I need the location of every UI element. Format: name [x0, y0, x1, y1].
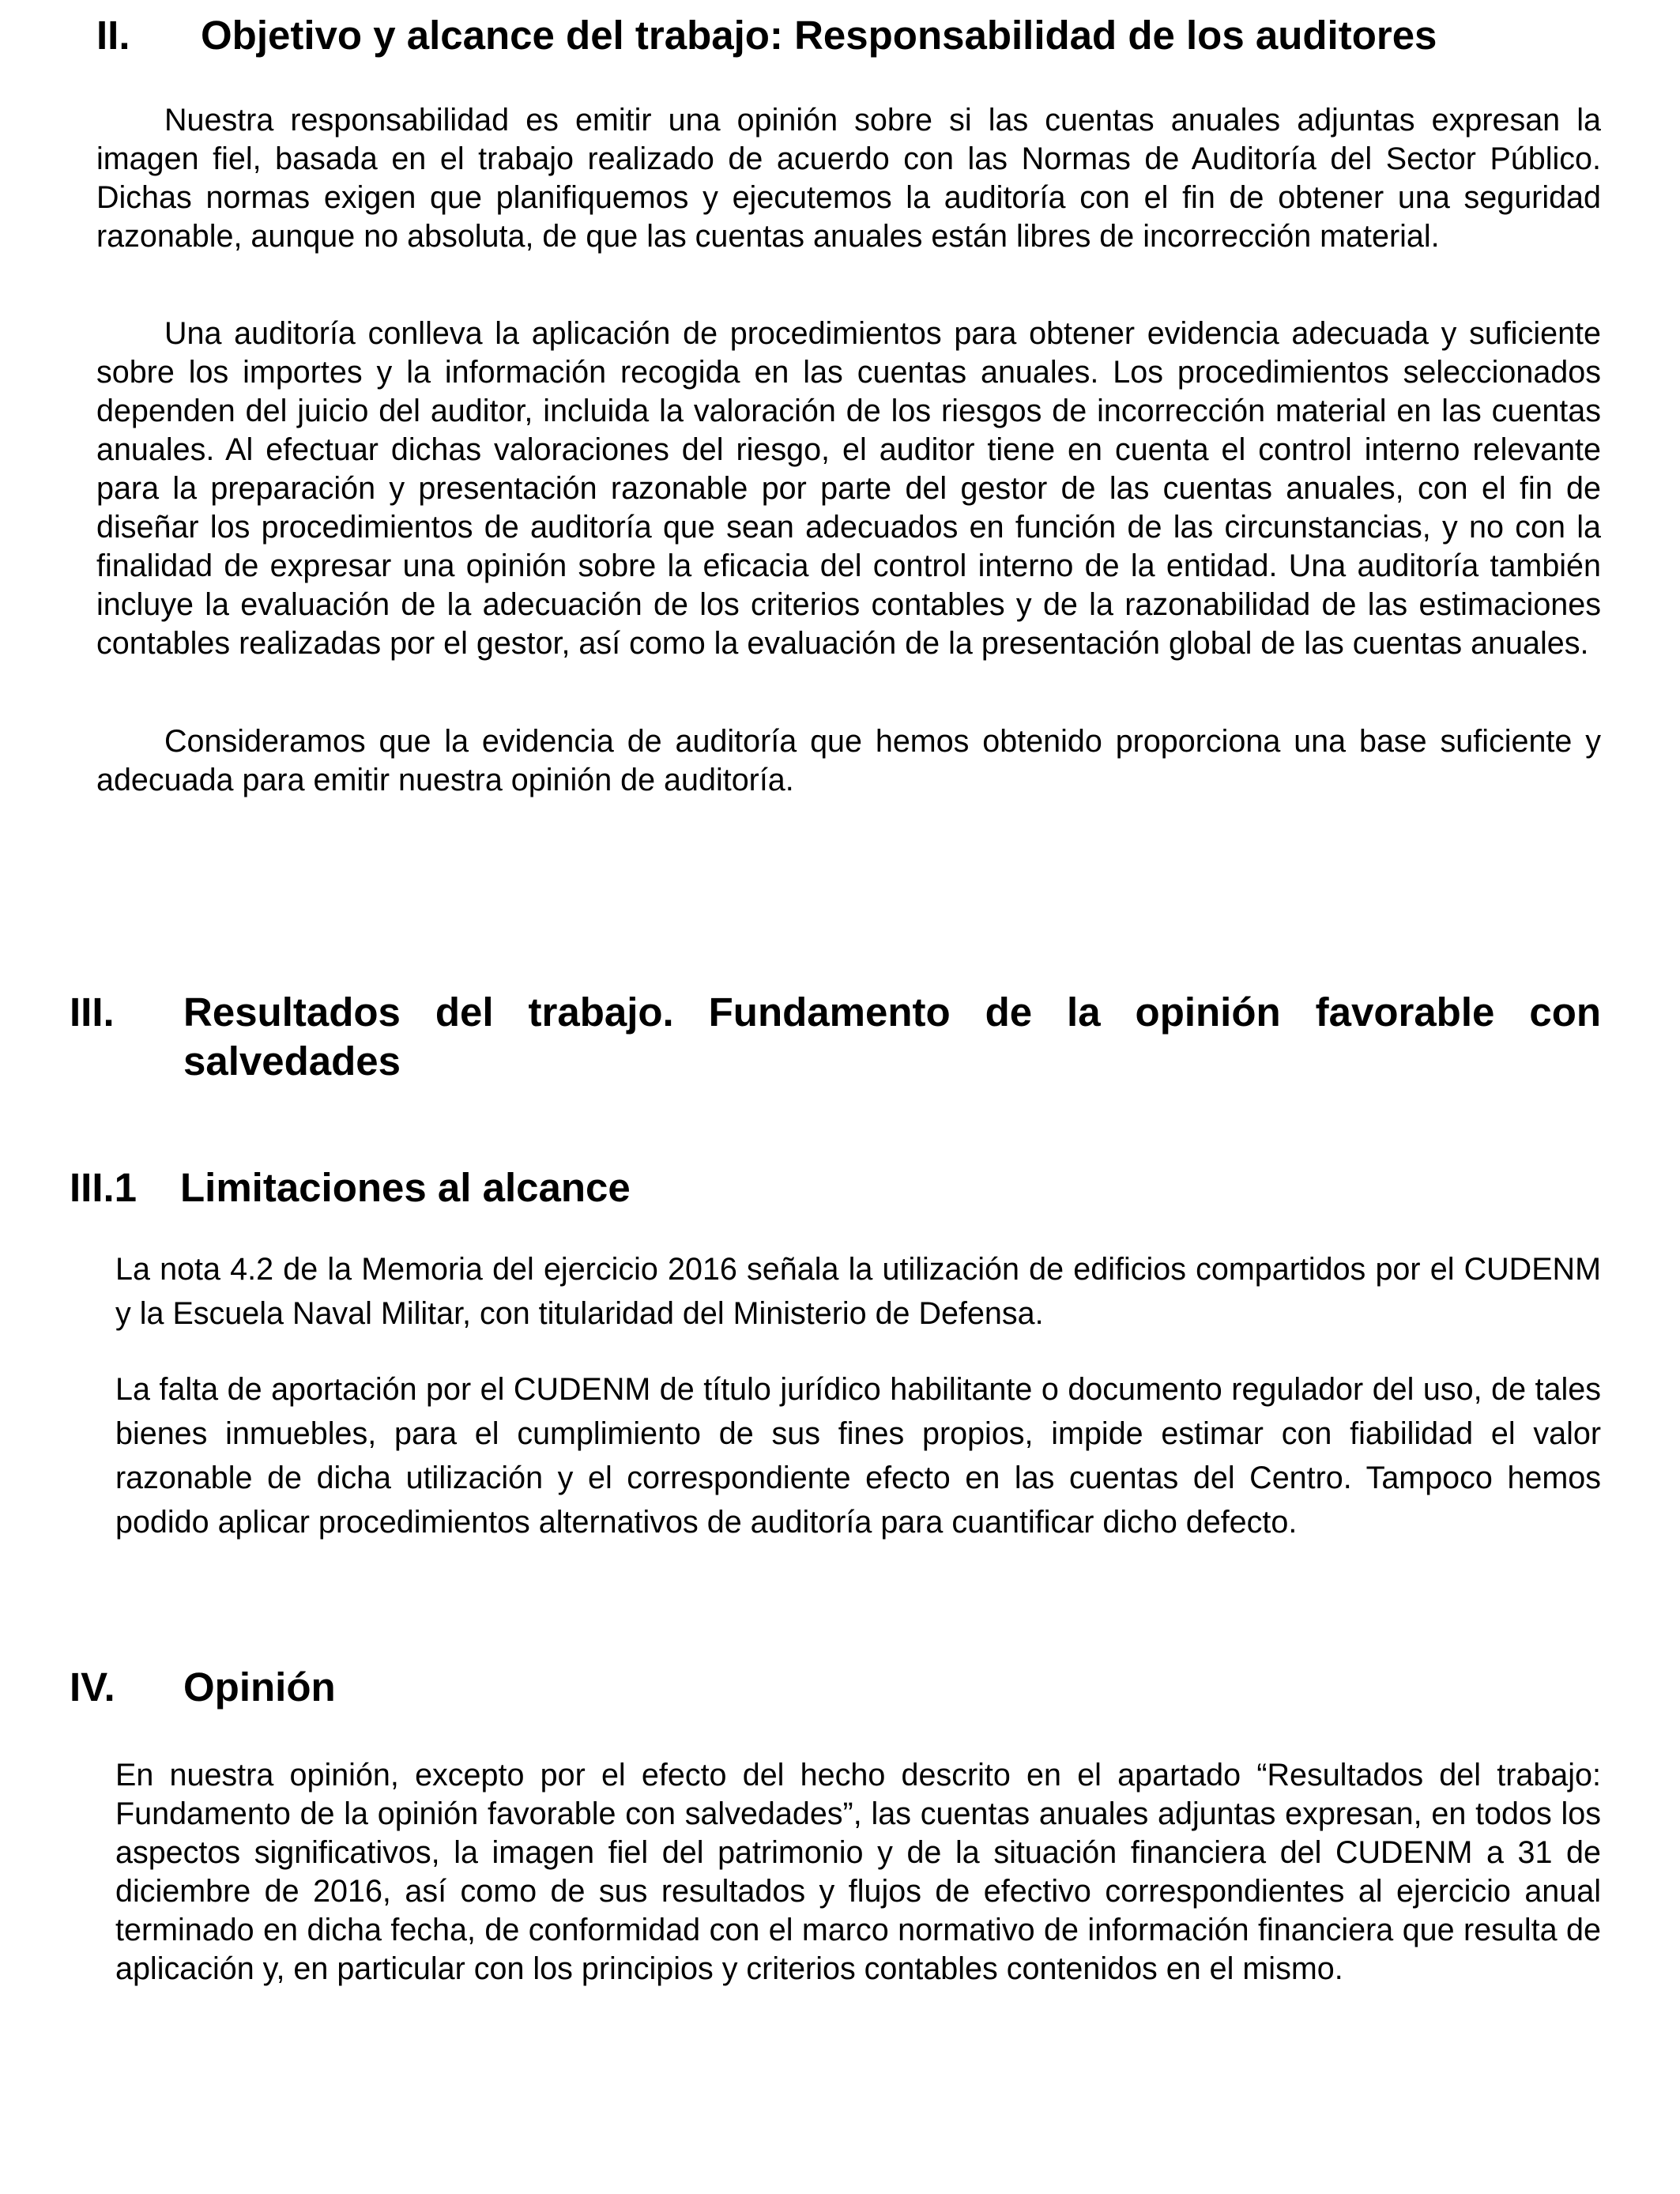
section-iii-1-paragraph-1: La nota 4.2 de la Memoria del ejercicio 2016 señala la utilización de edificios compartidos por el CUDENM y la Escuela Naval Militar, con titularidad del Ministerio de Defensa.: [115, 1252, 1601, 1331]
section-iii-1-number: III.1: [70, 1165, 137, 1210]
section-iv-heading: [70, 1663, 1601, 1712]
section-iii-number: III.: [70, 990, 115, 1035]
section-iii-heading: [70, 988, 1601, 1086]
section-ii-title: Objetivo y alcance del trabajo: Responsabilidad de los auditores: [201, 13, 1437, 58]
section-ii-paragraph-2: Una auditoría conlleva la aplicación de procedimientos para obtener evidencia adecuada y suficiente sobre los importes y la información recogida en las cuentas anuales. Los procedimientos seleccionados dependen del juicio del auditor, incluida la valoración de los riesgos de incorrección material en las cuentas anuales. Al efectuar dichas valoraciones del riesgo, el auditor tiene en cuenta el control interno relevante para la preparación y presentación razonable por parte del gestor de las cuentas anuales, con el fin de diseñar los procedimientos de auditoría que sean adecuados en función de las circunstancias, y no con la finalidad de expresar una opinión sobre la eficacia del control interno de la entidad. Una auditoría también incluye la evaluación de la adecuación de los criterios contables y de la razonabilidad de las estimaciones contables realizadas por el gestor, así como la evaluación de la presentación global de las cuentas anuales.: [96, 316, 1601, 661]
section-iii-title: Resultados del trabajo. Fundamento de la opinión favorable con salvedades: [183, 990, 1601, 1084]
section-iii-1-title: Limitaciones al alcance: [180, 1165, 631, 1210]
section-ii-number: II.: [96, 13, 130, 58]
section-ii-heading: [96, 11, 1601, 60]
section-iii-1-paragraph-2: La falta de aportación por el CUDENM de título jurídico habilitante o documento regulador del uso, de tales bienes inmuebles, para el cumplimiento de sus fines propios, impide estimar con fiabilidad el valor razonable de dicha utilización y el correspondiente efecto en las cuentas del Centro. Tampoco hemos podido aplicar procedimientos alternativos de auditoría para cuantificar dicho defecto.: [115, 1372, 1601, 1540]
section-ii-paragraph-1: Nuestra responsabilidad es emitir una opinión sobre si las cuentas anuales adjuntas expresan la imagen fiel, basada en el trabajo realizado de acuerdo con las Normas de Auditoría del Sector Público. Dichas normas exigen que planifiquemos y ejecutemos la auditoría con el fin de obtener una seguridad razonable, aunque no absoluta, de que las cuentas anuales están libres de incorrección material.: [96, 103, 1601, 254]
section-iv-title: Opinión: [183, 1664, 336, 1710]
section-ii-paragraph-3: Consideramos que la evidencia de auditoría que hemos obtenido proporciona una base suficiente y adecuada para emitir nuestra opinión de auditoría.: [96, 724, 1601, 797]
section-iv-number: IV.: [70, 1664, 115, 1710]
section-iv-paragraph-1: En nuestra opinión, excepto por el efecto del hecho descrito en el apartado “Resultados del trabajo: Fundamento de la opinión favorable con salvedades”, las cuentas anuales adjuntas expresan, en todos los aspectos significativos, la imagen fiel del patrimonio y de la situación financiera del CUDENM a 31 de diciembre de 2016, así como de sus resultados y flujos de efectivo correspondientes al ejercicio anual terminado en dicha fecha, de conformidad con el marco normativo de información financiera que resulta de aplicación y, en particular con los principios y criterios contables contenidos en el mismo.: [115, 1758, 1601, 1986]
section-iii-1-heading: [70, 1163, 1601, 1212]
